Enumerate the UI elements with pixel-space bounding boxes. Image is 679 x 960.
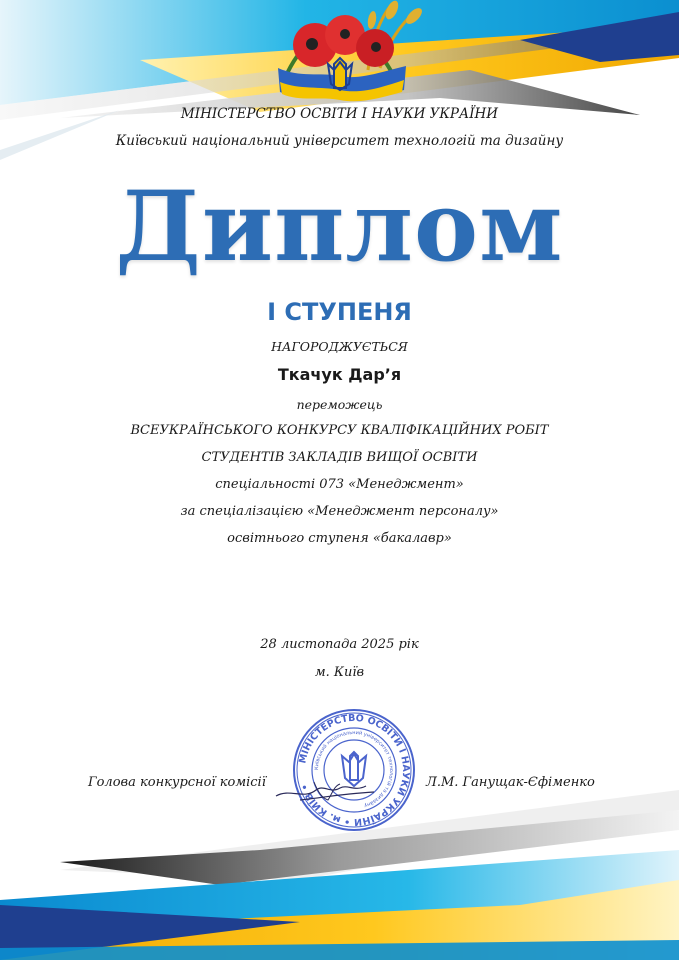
university-name: Київський національний університет технологій та дизайну bbox=[115, 133, 564, 149]
svg-text:Київський національний універс: Київський національний університет технологій та дизайну bbox=[313, 729, 395, 809]
svg-text:МІНІСТЕРСТВО ОСВІТИ І НАУКИ УК: МІНІСТЕРСТВО ОСВІТИ І НАУКИ УКРАЇНИ • м. КИЇВ • bbox=[297, 712, 412, 828]
awarded-label: НАГОРОДЖУЄТЬСЯ bbox=[271, 339, 408, 354]
competition-line-2: СТУДЕНТІВ ЗАКЛАДІВ ВИЩОЇ ОСВІТИ bbox=[201, 450, 478, 465]
competition-line-1: ВСЕУКРАЇНСЬКОГО КОНКУРСУ КВАЛІФІКАЦІЙНИХ РОБІТ bbox=[130, 423, 549, 438]
recipient-role: переможець bbox=[296, 397, 383, 412]
chair-name: Л.М. Ганущак-Єфіменко bbox=[426, 775, 595, 790]
specialty: спеціальності 073 «Менеджмент» bbox=[215, 477, 464, 492]
chair-signature bbox=[270, 770, 380, 810]
education-level: освітнього ступеня «бакалавр» bbox=[227, 531, 452, 546]
chair-label: Голова конкурсної комісії bbox=[88, 775, 266, 790]
ministry-name: МІНІСТЕРСТВО ОСВІТИ І НАУКИ УКРАЇНИ bbox=[180, 106, 499, 122]
degree-level: І СТУПЕНЯ bbox=[267, 298, 412, 326]
specialization: за спеціалізацією «Менеджмент персоналу» bbox=[180, 504, 499, 519]
award-date: 28 листопада 2025 рік bbox=[260, 637, 419, 652]
award-city: м. Київ bbox=[314, 665, 365, 680]
recipient-name: Ткачук Дар’я bbox=[277, 365, 402, 384]
diploma-title: Диплом bbox=[115, 170, 564, 283]
